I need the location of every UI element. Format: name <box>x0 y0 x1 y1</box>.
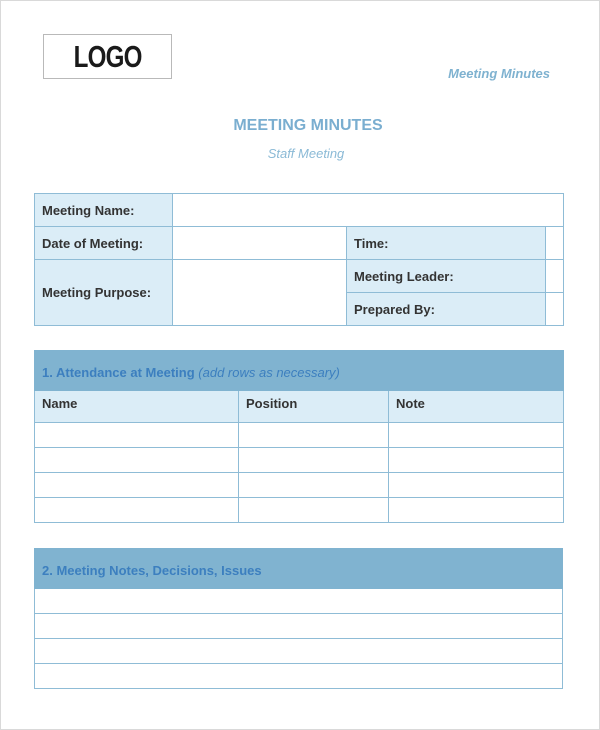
attendance-section-title <box>35 351 564 391</box>
meeting-name-row <box>35 194 564 227</box>
meeting-purpose-field[interactable] <box>173 260 347 326</box>
position-cell[interactable] <box>239 423 389 448</box>
table-row <box>35 639 563 664</box>
date-of-meeting-field[interactable] <box>173 227 347 260</box>
logo-text: LOGO <box>73 38 142 74</box>
attendance-section-header <box>35 351 564 391</box>
table-row <box>35 423 564 448</box>
date-time-row <box>35 227 564 260</box>
table-row <box>35 614 563 639</box>
attendance-column-headers <box>35 391 564 423</box>
time-label: Time: <box>347 227 546 260</box>
meeting-purpose-label: Meeting Purpose: <box>35 260 173 326</box>
table-row <box>35 589 563 614</box>
meeting-notes-table <box>34 548 563 689</box>
notes-section-title: 2. Meeting Notes, Decisions, Issues <box>35 549 563 589</box>
meeting-name-field[interactable] <box>173 194 564 227</box>
table-row <box>35 473 564 498</box>
column-header-position: Position <box>239 391 389 423</box>
note-cell[interactable] <box>389 498 564 523</box>
table-row <box>35 448 564 473</box>
name-cell[interactable] <box>35 498 239 523</box>
name-cell[interactable] <box>35 473 239 498</box>
page-title: MEETING MINUTES <box>233 117 383 134</box>
meeting-info-table <box>34 193 564 326</box>
date-of-meeting-label: Date of Meeting: <box>35 227 173 260</box>
attendance-note: (add rows as necessary) <box>198 365 340 380</box>
logo-placeholder <box>43 34 172 79</box>
meeting-name-label: Meeting Name: <box>35 194 173 227</box>
page-subtitle: Staff Meeting <box>267 146 345 161</box>
note-cell[interactable] <box>389 423 564 448</box>
name-cell[interactable] <box>35 423 239 448</box>
position-cell[interactable] <box>239 448 389 473</box>
notes-cell[interactable] <box>35 639 563 664</box>
table-row <box>35 498 564 523</box>
position-cell[interactable] <box>239 473 389 498</box>
prepared-by-label: Prepared By: <box>347 293 546 326</box>
position-cell[interactable] <box>239 498 389 523</box>
table-row <box>35 664 563 689</box>
notes-cell[interactable] <box>35 614 563 639</box>
meeting-leader-field[interactable] <box>546 260 564 293</box>
attendance-title: 1. Attendance at Meeting <box>42 365 195 380</box>
notes-cell[interactable] <box>35 589 563 614</box>
prepared-by-field[interactable] <box>546 293 564 326</box>
note-cell[interactable] <box>389 448 564 473</box>
column-header-note: Note <box>389 391 564 423</box>
notes-cell[interactable] <box>35 664 563 689</box>
attendance-table <box>34 350 564 523</box>
note-cell[interactable] <box>389 473 564 498</box>
time-field[interactable] <box>546 227 564 260</box>
document-label: Meeting Minutes <box>448 66 550 81</box>
notes-section-header <box>35 549 563 589</box>
purpose-leader-row <box>35 260 564 293</box>
name-cell[interactable] <box>35 448 239 473</box>
meeting-leader-label: Meeting Leader: <box>347 260 546 293</box>
column-header-name: Name <box>35 391 239 423</box>
